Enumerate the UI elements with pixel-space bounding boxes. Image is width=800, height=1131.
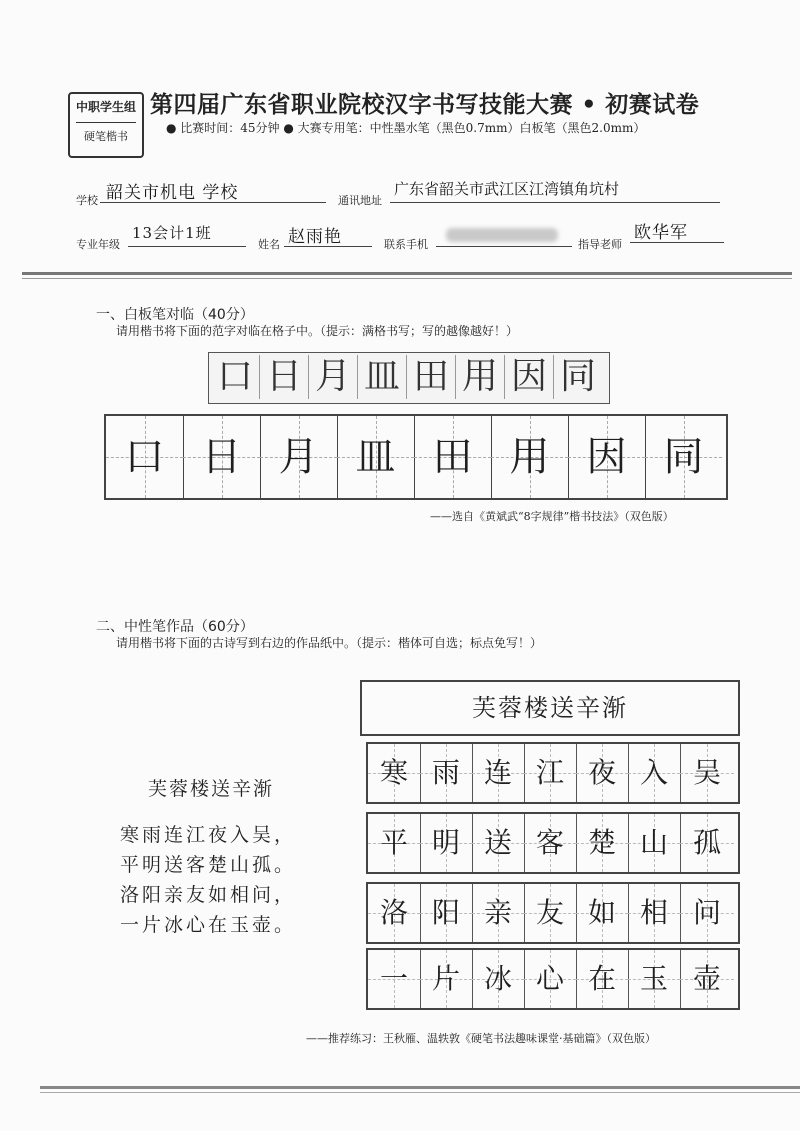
section2-instructions: 请用楷书将下面的古诗写到右边的作品纸中。（提示：楷体可自选；标点免写！） [116,636,543,650]
work-char: 平 [379,826,408,859]
work-cell[interactable] [472,884,525,942]
model-char: 日 [260,355,309,399]
grid-cell[interactable] [645,416,722,498]
exam-info: ● 比赛时间：45分钟 ● 大赛专用笔：中性墨水笔（黑色0.7mm）白板笔（黑色2.0mm） [166,121,646,135]
written-char: 口 [124,434,165,480]
work-cell[interactable] [368,950,421,1008]
grid-cell[interactable] [414,416,492,498]
grid-cell[interactable] [106,416,184,498]
written-char: 田 [432,434,473,480]
phone-field[interactable] [436,224,572,247]
work-char: 客 [535,826,564,859]
work-char: 江 [535,756,564,789]
model-char: 因 [505,355,554,399]
poem-line: 一片冰心在玉壶。 [120,914,297,936]
work-cell[interactable] [420,814,473,872]
footer-divider [40,1086,800,1089]
work-char: 友 [535,896,564,929]
work-char: 一 [379,962,408,995]
work-char: 问 [692,896,721,929]
phone-redacted [446,228,558,242]
work-cell[interactable] [472,744,525,802]
work-char: 连 [483,756,512,789]
work-cell[interactable] [524,744,577,802]
poem-line: 平明送客楚山孤。 [120,854,297,876]
work-cell[interactable] [628,814,681,872]
work-row [366,882,740,944]
work-row [366,948,740,1010]
written-char: 皿 [355,434,396,480]
address-field[interactable] [390,180,720,203]
poem-line: 寒雨连江夜入吴， [120,824,297,846]
work-cell[interactable] [576,950,629,1008]
work-char: 明 [431,826,460,859]
work-char: 如 [587,896,616,929]
grid-cell[interactable] [337,416,415,498]
work-cell[interactable] [420,744,473,802]
major-value: 13会计1班 [132,224,212,242]
model-char: 用 [456,355,505,399]
work-cell[interactable] [524,950,577,1008]
model-char: 月 [309,355,358,399]
work-cell[interactable] [576,884,629,942]
work-char: 吴 [692,756,721,789]
work-cell[interactable] [628,950,681,1008]
written-char: 同 [663,434,704,480]
grid-cell[interactable] [491,416,569,498]
written-char: 日 [201,434,242,480]
written-char: 因 [586,434,627,480]
school-field[interactable] [100,180,326,203]
work-cell[interactable] [420,950,473,1008]
work-char: 亲 [483,896,512,929]
grid-cell[interactable] [568,416,646,498]
teacher-field[interactable] [630,220,724,243]
work-title-box[interactable] [360,680,740,736]
name-field[interactable] [284,224,372,247]
work-char: 壶 [692,962,721,995]
work-cell[interactable] [576,814,629,872]
work-char: 孤 [692,826,721,859]
model-char: 口 [211,355,260,399]
work-cell[interactable] [524,884,577,942]
grid-cell[interactable] [260,416,338,498]
work-cell[interactable] [524,814,577,872]
model-char: 同 [559,356,596,397]
work-title: 芙蓉楼送辛渐 [472,694,628,722]
address-value: 广东省韶关市武江区江湾镇角坑村 [394,180,620,198]
name-value: 赵雨艳 [288,227,342,247]
header-divider-thin [22,278,792,279]
work-char: 冰 [483,962,512,995]
work-row [366,742,740,804]
work-char: 相 [639,896,668,929]
header-divider [22,272,792,275]
section1-source: ——选自《黄斌武“8字规律”楷书技法》（双色版） [430,510,674,523]
major-label: 专业年级 [76,238,120,251]
work-cell[interactable] [680,814,734,872]
phone-label: 联系手机 [384,238,428,251]
section1-title: 一、白板笔对临（40分） [96,307,254,323]
major-field[interactable] [128,224,246,247]
group-badge [68,92,144,158]
page-title: 第四届广东省职业院校汉字书写技能大赛 • 初赛试卷 [150,92,700,118]
section1-instructions: 请用楷书将下面的范字对临在格子中。（提示：满格书写；写的越像越好！） [116,324,519,338]
work-char: 寒 [379,756,408,789]
poem-line: 洛阳亲友如相问， [120,884,297,906]
work-char: 送 [483,826,512,859]
grid-cell[interactable] [183,416,261,498]
badge-divider [76,122,136,123]
work-cell[interactable] [680,744,734,802]
work-char: 雨 [431,756,460,789]
work-char: 玉 [639,962,668,995]
model-char: 皿 [358,355,407,399]
section2-title: 二、中性笔作品（60分） [96,619,254,635]
work-char: 心 [535,962,564,995]
model-characters [208,352,610,404]
work-char: 楚 [587,826,616,859]
badge-group-label: 中职学生组 [75,100,136,114]
work-row [366,812,740,874]
badge-category-label: 硬笔楷书 [84,130,128,143]
work-char: 片 [431,962,460,995]
work-cell[interactable] [576,744,629,802]
work-cell[interactable] [368,814,421,872]
work-cell[interactable] [628,884,681,942]
work-char: 入 [639,756,668,789]
footer-divider-thin [40,1092,800,1093]
work-cell[interactable] [368,744,421,802]
work-cell[interactable] [472,950,525,1008]
work-cell[interactable] [472,814,525,872]
writing-grid [104,414,728,500]
work-char: 夜 [587,756,616,789]
work-cell[interactable] [628,744,681,802]
work-char: 在 [587,962,616,995]
recommended-reading: ——推荐练习：王秋雁、温轶敦《硬笔书法趣味课堂·基础篇》（双色版） [306,1032,656,1045]
work-cell[interactable] [368,884,421,942]
work-char: 山 [639,826,668,859]
teacher-value: 欧华军 [634,223,688,243]
school-label: 学校 [76,194,98,207]
name-label: 姓名 [258,238,280,251]
work-cell[interactable] [680,884,734,942]
work-cell[interactable] [680,950,734,1008]
teacher-label: 指导老师 [578,238,622,251]
work-char: 洛 [379,896,408,929]
address-label: 通讯地址 [338,194,382,207]
written-char: 月 [278,434,319,480]
written-char: 用 [509,434,550,480]
school-value: 韶关市机电 学校 [106,183,239,203]
poem-title: 芙蓉楼送辛渐 [148,778,275,800]
model-char: 田 [407,355,456,399]
work-char: 阳 [431,896,460,929]
work-cell[interactable] [420,884,473,942]
